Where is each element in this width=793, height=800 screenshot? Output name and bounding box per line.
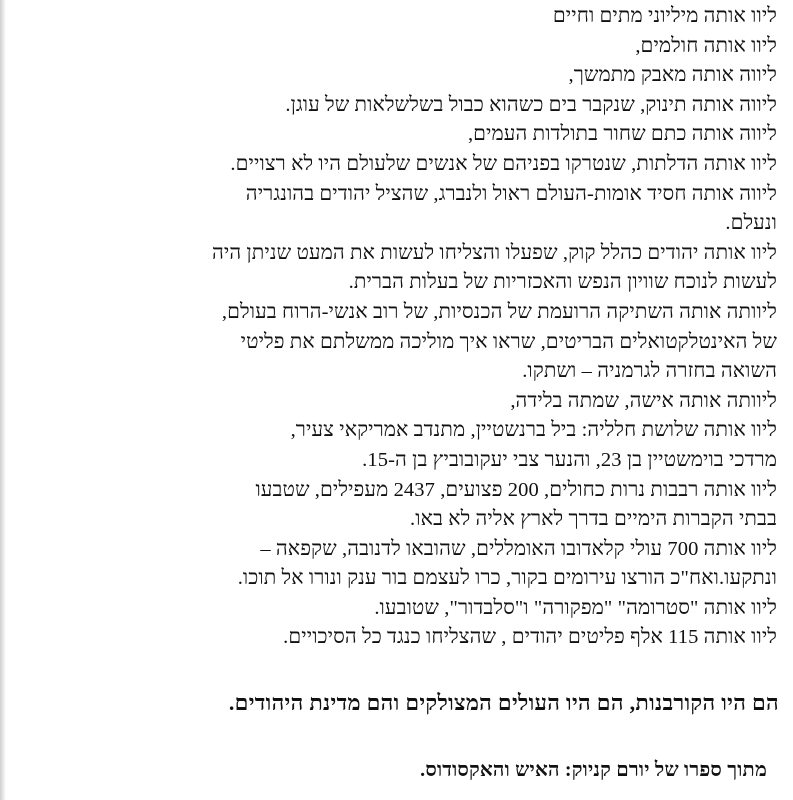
text-line: לעשות לנוכח שוויון הנפש והאכזריות של בעלות הברית. [348,271,777,294]
text-line: ליווה אותה חסיד אומות-העולם ראול ולנברג, שהציל יהודים בהונגריה [245,182,777,205]
text-line: ליוותה אותה השתיקה הרועמת של הכנסיות, של רוב אנשי-הרוח בעולם, [221,300,777,323]
text-line: ליוו אותה מיליוני מתים וחיים [552,5,777,27]
text-line: ליוו אותה חולמים, [635,34,777,57]
text-line: ליוו אותה הדלתות, שנטרקו בפניהם של אנשים שלעולם היו לא רצויים. [230,152,777,175]
text-line: ליוו אותה 115 אלף פליטים יהודים , שהצליחו כנגד כל הסיכויים. [283,626,777,649]
conclusion-statement: הם היו הקורבנות, הם היו העולים המצולקים והם מדינת היהודים. [228,690,779,715]
text-line: ליוו אותה 700 עולי קלאדובו האומללים, שהובאו לדנובה, שקפאה – [260,537,777,560]
text-line: ליוותה אותה אישה, שמתה בלידה, [510,389,777,412]
text-line: ליוו אותה יהודים כהלל קוק, שפעלו והצליחו לעשות את המעט שניתן היה [211,241,777,264]
poem-text [12,2,777,653]
text-line: בבתי הקברות הימיים בדרך לארץ אליה לא באו. [410,508,777,531]
text-line: ליוו אותה שלושת חלליה: ביל ברנשטיין, מתנדב אמריקאי צעיר, [290,419,777,442]
text-line: ליווה אותה כתם שחור בתולדות העמים, [467,123,777,146]
text-line: השואה בחזרה לגרמניה – ושתקו. [522,360,777,383]
source-credit: מתוך ספרו של יורם קניוק: האיש והאקסודוס. [420,759,767,781]
text-line: ליווה אותה תינוק, שנקבר בים כשהוא כבול בשלשלאות של עוגן. [285,93,777,116]
text-line: של האינטלקטואלים הבריטים, שראו איך מוליכה ממשלתם את פליטי [240,330,777,353]
text-line: מרדכי בוימשטיין בן 23, והנער צבי יעקובוביץ בן ה-15. [362,448,777,471]
text-line: ונעלם. [725,212,777,235]
text-line: ליוו אותה רבבות נרות כחולים, 200 פצועים, 2437 מעפילים, שטבעו [255,478,777,501]
text-line: ליוו אותה "סטרומה" "מפקורה" ו"סלבדור", שטובעו. [374,596,777,619]
text-line: ונתקעו.ואח"כ הורצו עירומים בקור, כרו לעצמם בור ענק ונורו אל תוכו. [237,567,777,590]
text-line: ליווה אותה מאבק מתמשך, [568,64,777,87]
